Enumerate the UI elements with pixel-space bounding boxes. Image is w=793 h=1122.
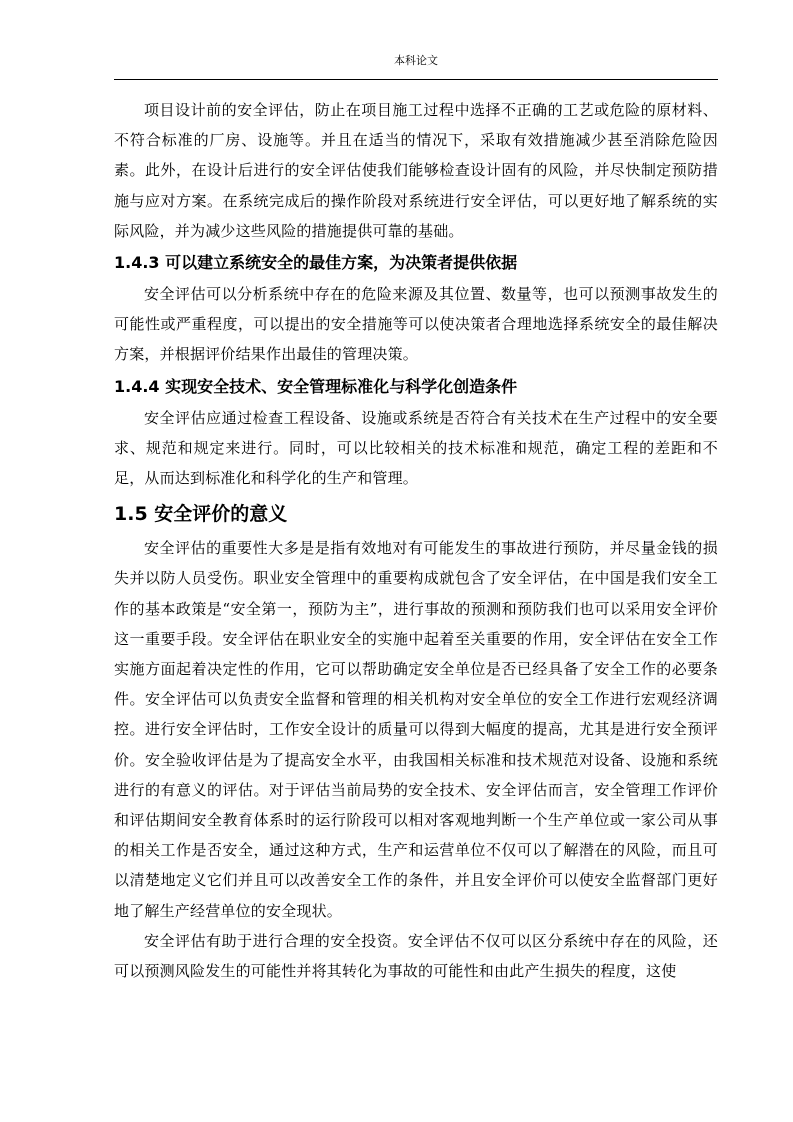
paragraph-safety-investment: 安全评估有助于进行合理的安全投资。安全评估不仅可以区分系统中存在的风险，还可以预测风险发生的可能性并将其转化为事故的可能性和由此产生损失的程度，这使 [114,931,718,981]
paragraph-design-stage-assessment: 项目设计前的安全评估，防止在项目施工过程中选择不正确的工艺或危险的原材料、不符合标准的厂房、设施等。并且在适当的情况下，采取有效措施减少甚至消除危险因素。此外，在设计后进行的安全评估使我们能够检查设计固有的风险，并尽快制定预防措施与应对方案。在系统完成后的操作阶段对系统进行安全评估，可以更好地了解系统的实际风险，并为减少这些风险的措施提供可靠的基础。 [114,101,718,240]
paragraph-standardization: 安全评估应通过检查工程设备、设施或系统是否符合有关技术在生产过程中的安全要求、规范和规定来进行。同时，可以比较相关的技术标准和规范，确定工程的差距和不足，从而达到标准化和科学化的生产和管理。 [114,408,718,488]
paragraph-best-solution: 安全评估可以分析系统中存在的危险来源及其位置、数量等，也可以预测事故发生的可能性或严重程度，可以提出的安全措施等可以使决策者合理地选择系统安全的最佳解决方案，并根据评价结果作出最佳的管理决策。 [114,285,718,364]
document-body [114,95,718,986]
paragraph-significance: 安全评估的重要性大多是是指有效地对有可能发生的事故进行预防，并尽量金钱的损失并以防人员受伤。职业安全管理中的重要构成就包含了安全评估，在中国是我们安全工作的基本政策是“安全第一，预防为主”，进行事故的预测和预防我们也可以采用安全评价这一重要手段。安全评估在职业安全的实施中起着至关重要的作用，安全评估在安全工作实施方面起着决定性的作用，它可以帮助确定安全单位是否已经具备了安全工作的必要条件。安全评估可以负责安全监督和管理的相关机构对安全单位的安全工作进行宏观经济调控。进行安全评估时，工作安全设计的质量可以得到大幅度的提高，尤其是进行安全预评价。安全验收评估是为了提高安全水平，由我国相关标准和技术规范对设备、设施和系统进行的有意义的评估。对于评估当前局势的安全技术、安全评估而言，安全管理工作评价和评估期间安全教育体系时的运行阶段可以相对客观地判断一个生产单位或一家公司从事的相关工作是否安全，通过这种方式，生产和运营单位不仅可以了解潜在的风险，而且可以清楚地定义它们并且可以改善安全工作的条件，并且安全评价可以使安全监督部门更好地了解生产经营单位的安全现状。 [114,539,718,920]
header-divider [114,79,718,80]
heading-1-4-3: 1.4.3 可以建立系统安全的最佳方案，为决策者提供依据 [114,253,518,273]
heading-1-4-4: 1.4.4 实现安全技术、安全管理标准化与科学化创造条件 [114,376,518,396]
heading-1-5: 1.5 安全评价的意义 [114,503,288,526]
page-header-title: 本科论文 [394,54,438,67]
